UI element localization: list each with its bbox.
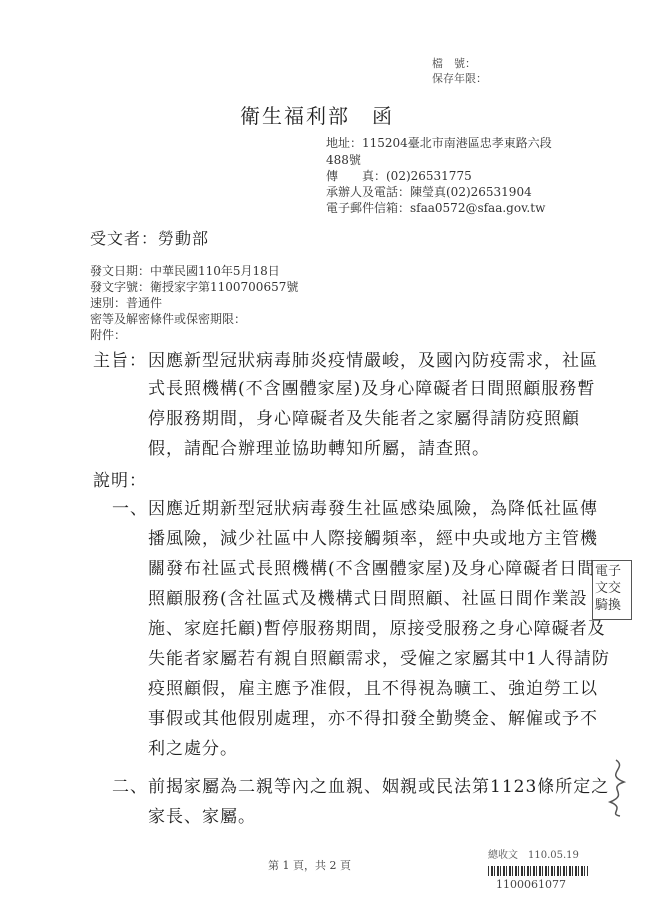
scribble-mark xyxy=(596,758,636,818)
item-1-line: 失能者家屬若有親自照顧需求，受僱之家屬其中1人得請防 xyxy=(148,649,610,669)
item-2-line: 前揭家屬為二親等內之血親、姻親或民法第1123條所定之 xyxy=(148,777,610,797)
item-2-label: 二、 xyxy=(112,777,148,797)
address-line-2: 488號 xyxy=(326,153,361,167)
keep-years-label: 保存年限： xyxy=(432,72,487,85)
issue-number: 發文字號：衛授家字第1100700657號 xyxy=(90,280,299,294)
file-number-label: 檔 號： xyxy=(432,57,476,70)
subject-label: 主旨： xyxy=(93,351,147,371)
explanation-label: 說明： xyxy=(93,471,147,491)
barcode-number: 1100061077 xyxy=(496,878,566,891)
item-1-line: 利之處分。 xyxy=(148,739,238,759)
side-stamp xyxy=(592,560,632,620)
received-stamp: 總收文 110.05.19 xyxy=(488,850,579,861)
item-1-line: 播風險，減少社區中人際接觸頻率，經中央或地方主管機 xyxy=(148,529,598,549)
item-2-line: 家長、家屬。 xyxy=(148,807,256,827)
contact-line: 承辦人及電話：陳瑩真(02)26531904 xyxy=(326,185,532,199)
recipient: 受文者：勞動部 xyxy=(90,229,210,248)
subject-line: 因應新型冠狀病毒肺炎疫情嚴峻，及國內防疫需求，社區 xyxy=(148,351,598,371)
document-title: 衛生福利部 函 xyxy=(240,104,394,128)
subject-line: 式長照機構(不含團體家屋)及身心障礙者日間照顧服務暫 xyxy=(148,379,596,399)
subject-line: 假，請配合辦理並協助轉知所屬，請查照。 xyxy=(148,439,490,459)
page-number: 第 1 頁，共 2 頁 xyxy=(268,859,351,872)
address-line: 地址：115204臺北市南港區忠孝東路六段 xyxy=(326,136,552,150)
item-1-line: 事假或其他假別處理，亦不得扣發全勤獎金、解僱或予不 xyxy=(148,709,598,729)
fax-line: 傳 真：(02)26531775 xyxy=(326,169,472,183)
side-stamp-line: 文交 xyxy=(595,581,622,596)
item-1-label: 一、 xyxy=(112,499,148,519)
item-1-line: 施、家庭托顧)暫停服務期間，原接受服務之身心障礙者及 xyxy=(148,619,606,639)
item-1-line: 疫照顧假，雇主應予准假，且不得視為曠工、強迫勞工以 xyxy=(148,679,598,699)
item-1-line: 照顧服務(含社區式及機構式日間照顧、社區日間作業設 xyxy=(148,589,588,609)
secrecy: 密等及解密條件或保密期限： xyxy=(90,312,247,326)
side-stamp-line: 電子 xyxy=(595,564,622,579)
side-stamp-line: 騎換 xyxy=(595,598,622,613)
attachment: 附件： xyxy=(90,328,127,342)
item-1-line: 關發布社區式長照機構(不含團體家屋)及身心障礙者日間 xyxy=(148,559,596,579)
issue-date: 發文日期：中華民國110年5月18日 xyxy=(90,264,280,278)
barcode xyxy=(488,866,588,876)
subject-line: 停服務期間，身心障礙者及失能者之家屬得請防疫照顧 xyxy=(148,409,580,429)
speed: 速別：普通件 xyxy=(90,296,163,310)
item-1-line: 因應近期新型冠狀病毒發生社區感染風險，為降低社區傳 xyxy=(148,499,598,519)
email-line: 電子郵件信箱：sfaa0572@sfaa.gov.tw xyxy=(326,201,546,215)
